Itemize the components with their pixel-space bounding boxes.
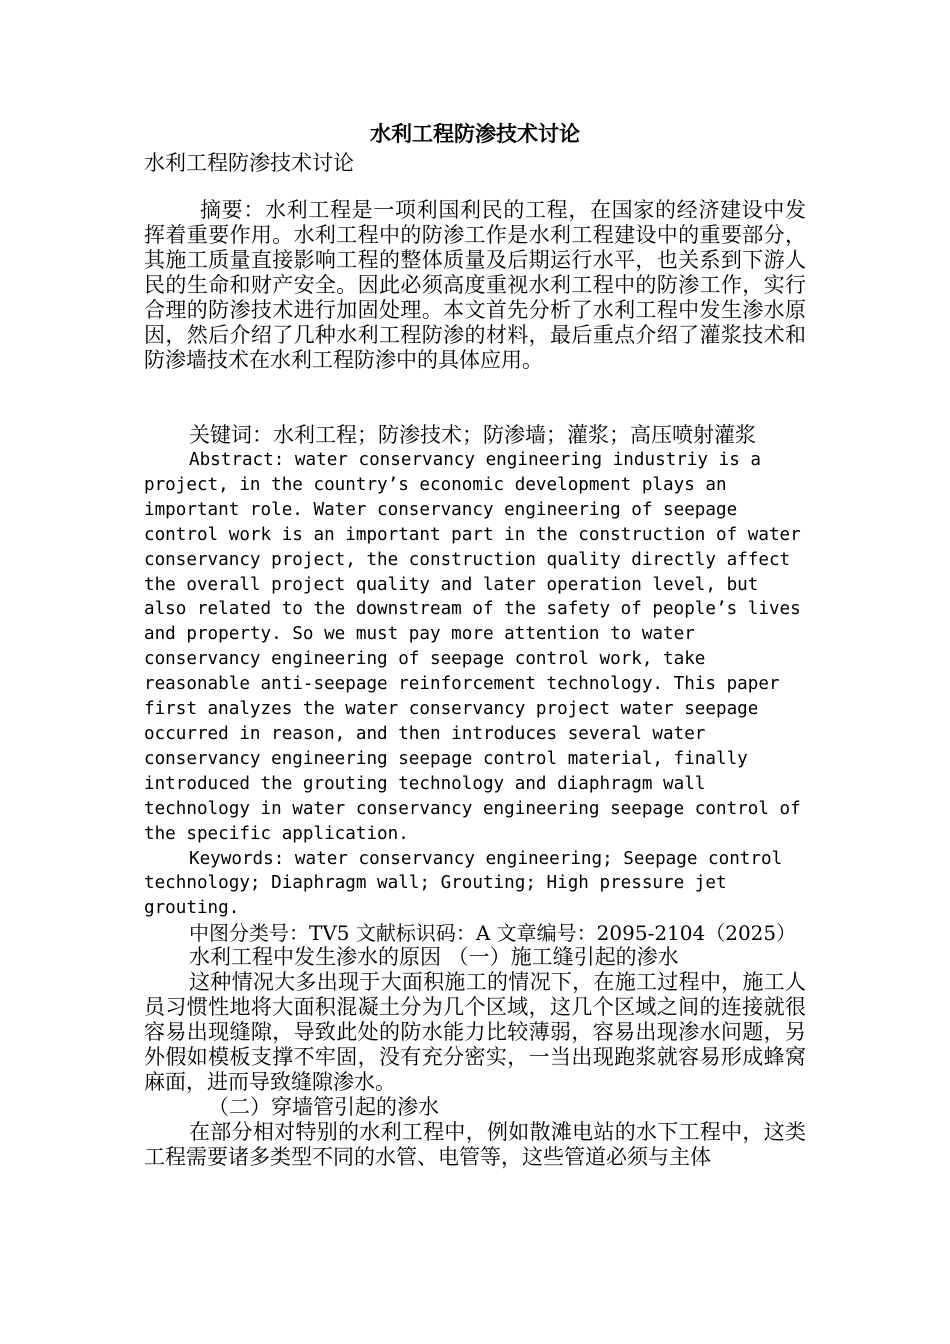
document-title: 水利工程防渗技术讨论 (370, 121, 580, 146)
keywords-english: Keywords: water conservancy engineering; Seepage control technology; Diaphragm wall; Grouting; High pressure jet grouting. (144, 848, 783, 919)
subheading-wall-pipe: （二）穿墙管引起的渗水 (208, 1095, 439, 1120)
abstract-english: Abstract: water conservancy engineering industriy is a project, in the country’s economic development plays an important role. Water conservancy engineering of seepage control work is an important part in the construction of water conservancy project, the construction quality directly affect the overall project quality and later operation level, but also related to the downstream of the safety of people’s lives and property. So we must pay more attention to water conservancy engineering of seepage control work, take reasonable anti-seepage reinforcement technology. This paper first analyzes the water conservancy project water seepage occurred in reason, and then introduces several water conservancy engineering seepage control material, finally introduced the grouting technology and diaphragm wall technology in water conservancy engineering seepage control of the specific application. (144, 450, 801, 844)
document-subtitle: 水利工程防渗技术讨论 (144, 151, 354, 175)
paragraph-construction-joint: 这种情况大多出现于大面积施工的情况下，在施工过程中，施工人员习惯性地将大面积混凝土分为几个区域，这几个区域之间的连接就很容易出现缝隙，导致此处的防水能力比较薄弱，容易出现渗水问题，另外假如模板支撑不牢固，没有充分密实，一当出现跑浆就容易形成蜂窝麻面，进而导致缝隙渗水。 (144, 970, 806, 1095)
paragraph-wall-pipe: 在部分相对特别的水利工程中，例如散滩电站的水下工程中，这类工程需要诸多类型不同的水管、电管等，这些管道必须与主体 (144, 1120, 806, 1170)
document-page (144, 118, 806, 1170)
classification-line: 中图分类号：TV5 文献标识码：A 文章编号：2095-2104（2025） (189, 921, 797, 946)
abstract-chinese: 摘要：水利工程是一项利国利民的工程，在国家的经济建设中发挥着重要作用。水利工程中的防渗工作是水利工程建设中的重要部分，其施工质量直接影响工程的整体质量及后期运行水平，也关系到下游人民的生命和财产安全。因此必须高度重视水利工程中的防渗工作，实行合理的防渗技术进行加固处理。本文首先分析了水利工程中发生渗水原因，然后介绍了几种水利工程防渗的材料，最后重点介绍了灌浆技术和防渗墙技术在水利工程防渗中的具体应用。 (144, 198, 806, 372)
section-heading: 水利工程中发生渗水的原因 （一）施工缝引起的渗水 (189, 945, 679, 970)
keywords-chinese: 关键词：水利工程；防渗技术；防渗墙；灌浆；高压喷射灌浆 (189, 423, 756, 447)
